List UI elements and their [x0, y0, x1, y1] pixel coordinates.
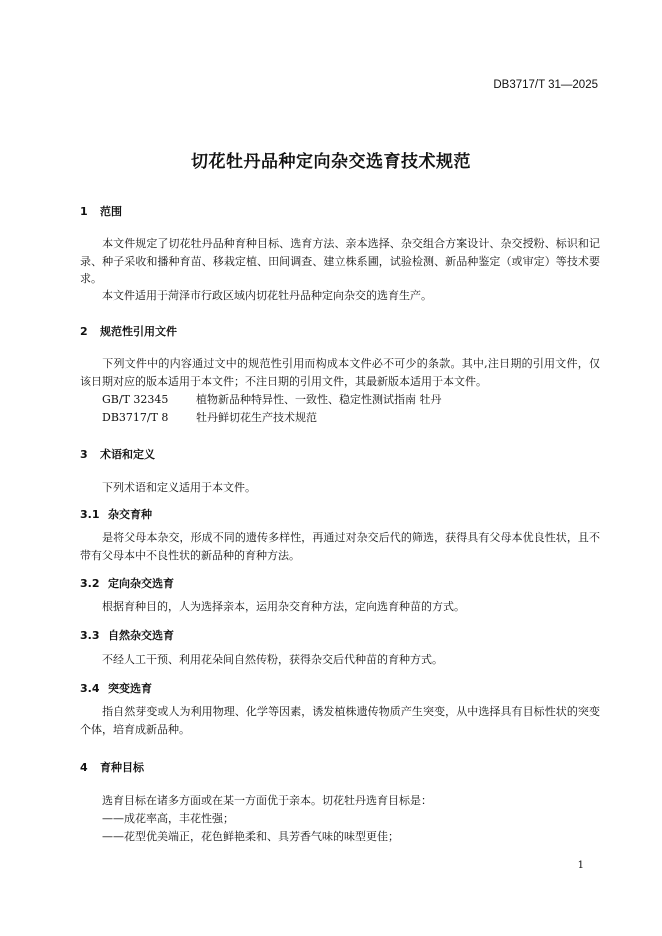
reference-code: DB3717/T 8 — [102, 411, 169, 424]
section-number: 4 — [80, 761, 88, 774]
term-definition — [80, 598, 600, 616]
paragraph-text: 本文件适用于菏泽市行政区域内切花牡丹品种定向杂交的选育生产。 — [102, 289, 432, 302]
section-4-heading — [80, 759, 144, 775]
definition-text: 是将父母本杂交，形成不同的遗传多样性，再通过对杂交后代的筛选，获得具有父母本优良性状，且不带有父母本中不良性状的新品种的育种方法。 — [80, 531, 600, 562]
paragraph-text: 下列文件中的内容通过文中的规范性引用而构成本文件必不可少的条款。其中,注日期的引用文件，仅该日期对应的版本适用于本文件；不注日期的引用文件，其最新版本适用于本文件。 — [80, 357, 600, 388]
paragraph-text: 本文件规定了切花牡丹品种育种目标、选育方法、亲本选择、杂交组合方案设计、杂交授粉、标识和记录、种子采收和播种育苗、移栽定植、田间调查、建立株系圃，试验检测、新品种鉴定（或审定）等技术要求。 — [80, 237, 600, 285]
reference-code: GB/T 32345 — [102, 393, 169, 406]
term-heading — [80, 506, 152, 522]
section-1-paragraph-2 — [80, 287, 600, 305]
term-definition — [80, 529, 600, 564]
section-4-paragraph-1: 选育目标在诸多方面或在某一方面优于亲本。切花牡丹选育目标是： — [102, 794, 432, 807]
section-title: 育种目标 — [100, 761, 144, 774]
section-3-paragraph-1: 下列术语和定义适用于本文件。 — [102, 481, 256, 494]
definition-text: 指自然芽变或人为利用物理、化学等因素，诱发植株遗传物质产生突变，从中选择具有目标性状的突变个体，培育成新品种。 — [80, 705, 600, 736]
normative-reference — [102, 409, 317, 425]
section-number: 2 — [80, 325, 88, 338]
term-heading — [80, 627, 174, 643]
section-number: 3 — [80, 448, 88, 461]
document-title: 切花牡丹品种定向杂交选育技术规范 — [191, 152, 471, 172]
standard-number: DB3717/T 31—2025 — [493, 79, 598, 91]
list-item: ——成花率高，丰花性强； — [102, 812, 234, 825]
list-item: ——花型优美端正，花色鲜艳柔和、具芳香气味的味型更佳； — [102, 830, 399, 843]
term-number: 3.2 — [80, 577, 100, 590]
section-title: 范围 — [100, 205, 122, 218]
section-title: 术语和定义 — [100, 448, 155, 461]
section-title: 规范性引用文件 — [100, 325, 177, 338]
definition-text: 不经人工干预、利用花朵间自然传粉，获得杂交后代种苗的育种方式。 — [102, 653, 443, 666]
term-heading — [80, 680, 152, 696]
section-1-paragraph-1 — [80, 235, 600, 288]
term-name: 定向杂交选育 — [108, 577, 174, 590]
section-1-heading — [80, 203, 122, 219]
term-definition — [80, 651, 600, 669]
term-number: 3.3 — [80, 629, 100, 642]
page-number: 1 — [577, 860, 584, 871]
term-number: 3.4 — [80, 682, 100, 695]
term-name: 自然杂交选育 — [108, 629, 174, 642]
section-2-paragraph-1 — [80, 355, 600, 390]
term-name: 突变选育 — [108, 682, 152, 695]
term-name: 杂交育种 — [108, 508, 152, 521]
definition-text: 根据育种目的，人为选择亲本，运用杂交育种方法，定向选育种苗的方式。 — [102, 600, 465, 613]
term-definition — [80, 703, 600, 738]
reference-title: 植物新品种特异性、一致性、稳定性测试指南 牡丹 — [196, 393, 442, 406]
reference-title: 牡丹鲜切花生产技术规范 — [196, 411, 317, 424]
term-heading — [80, 575, 174, 591]
normative-reference — [102, 391, 442, 407]
section-3-heading — [80, 446, 155, 462]
section-number: 1 — [80, 205, 88, 218]
section-2-heading — [80, 323, 177, 339]
term-number: 3.1 — [80, 508, 100, 521]
